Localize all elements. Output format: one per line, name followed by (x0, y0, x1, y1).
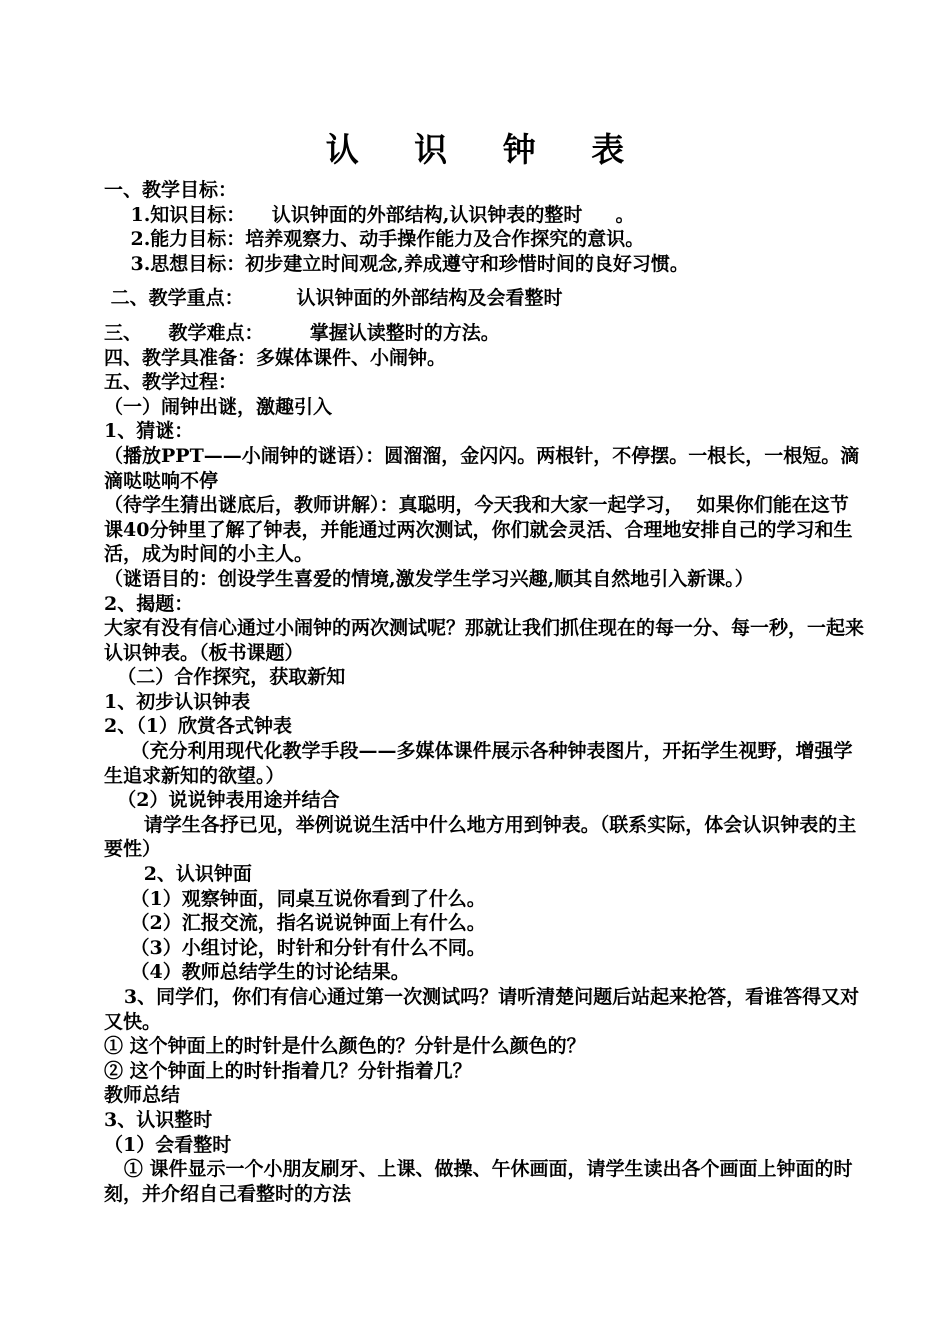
document-paragraph: （二）合作探究，获取新知 (104, 666, 346, 689)
document-paragraph: 三、 教学难点： 掌握认读整时的方法。 (104, 321, 500, 344)
document-paragraph: 3、认识整时 (104, 1108, 213, 1131)
document-paragraph: 教师总结 (104, 1084, 181, 1107)
paragraph-gap (104, 311, 864, 321)
document-paragraph: 2.能力目标：培养观察力、动手操作能力及合作探究的意识。 (104, 228, 645, 251)
paragraph-gap (104, 276, 864, 286)
page-title: 认 识 钟 表 (325, 130, 647, 169)
document-paragraph: 四、教学具准备：多媒体课件、小闹钟。 (104, 346, 447, 369)
document-body (104, 178, 864, 1206)
document-paragraph: ① 这个钟面上的时针是什么颜色的？分针是什么颜色的？ (104, 1035, 586, 1058)
document-paragraph: ① 课件显示一个小朋友刷牙、上课、做操、午休画面，请学生读出各个画面上钟面的时刻，并介绍自己看整时的方法 (104, 1158, 853, 1205)
document-paragraph: （2）说说钟表用途并结合 (104, 789, 340, 812)
document-paragraph: （1）观察钟面，同桌互说你看到了什么。 (104, 887, 486, 910)
document-paragraph: 一、教学目标： (104, 179, 238, 201)
document-paragraph: 1、初步认识钟表 (104, 690, 251, 713)
document-paragraph: 3、同学们，你们有信心通过第一次测试吗？请听清楚问题后站起来抢答，看谁答得又对又快。 (104, 986, 860, 1033)
document-paragraph: 大家有没有信心通过小闹钟的两次测试呢？那就让我们抓住现在的每一分、每一秒，一起来认识钟表。（板书课题） (104, 617, 865, 664)
document-paragraph: （3）小组讨论，时针和分针有什么不同。 (104, 936, 486, 959)
document-paragraph: （1）会看整时 (104, 1133, 232, 1156)
document-paragraph: ② 这个钟面上的时针指着几？分针指着几？ (104, 1059, 472, 1082)
document-paragraph: （2）汇报交流，指名说说钟面上有什么。 (104, 912, 486, 935)
document-paragraph: 3.思想目标：初步建立时间观念,养成遵守和珍惜时间的良好习惯。 (104, 252, 689, 275)
document-paragraph: （待学生猜出谜底后，教师讲解）：真聪明，今天我和大家一起学习， 如果你们能在这节课40分钟里了解了钟表，并能通过两次测试，你们就会灵活、合理地安排自己的学习和生活，成为时间的小主人。 (104, 494, 853, 566)
document-paragraph: 2、揭题： (104, 592, 194, 615)
document-paragraph: 1、猜谜： (104, 420, 194, 443)
document-paragraph: 2、认识钟面 (104, 863, 252, 886)
document-paragraph: 2、（1）欣赏各式钟表 (104, 715, 292, 738)
document-paragraph: 二、教学重点： 认识钟面的外部结构及会看整时 (104, 287, 563, 310)
document-paragraph: 1.知识目标： 认识钟面的外部结构,认识钟表的整时 。 (104, 203, 635, 226)
document-paragraph: （一）闹钟出谜，激趣引入 (104, 395, 333, 418)
document-paragraph: （4）教师总结学生的讨论结果。 (104, 961, 410, 984)
document-paragraph: 请学生各抒已见，举例说说生活中什么地方用到钟表。（联系实际，体会认识钟表的主要性） (104, 813, 857, 861)
document-paragraph: （播放PPT——小闹钟的谜语）：圆溜溜，金闪闪。两根针，不停摆。一根长，一根短。滴滴哒哒响不停 (104, 444, 860, 492)
document-paragraph: （谜语目的：创设学生喜爱的情境,激发学生学习兴趣,顺其自然地引入新课。） (104, 567, 754, 590)
document-paragraph: （充分利用现代化教学手段——多媒体课件展示各种钟表图片，开拓学生视野，增强学生追求新知的欲望。） (104, 740, 853, 787)
document-paragraph: 五、教学过程： (104, 371, 238, 394)
